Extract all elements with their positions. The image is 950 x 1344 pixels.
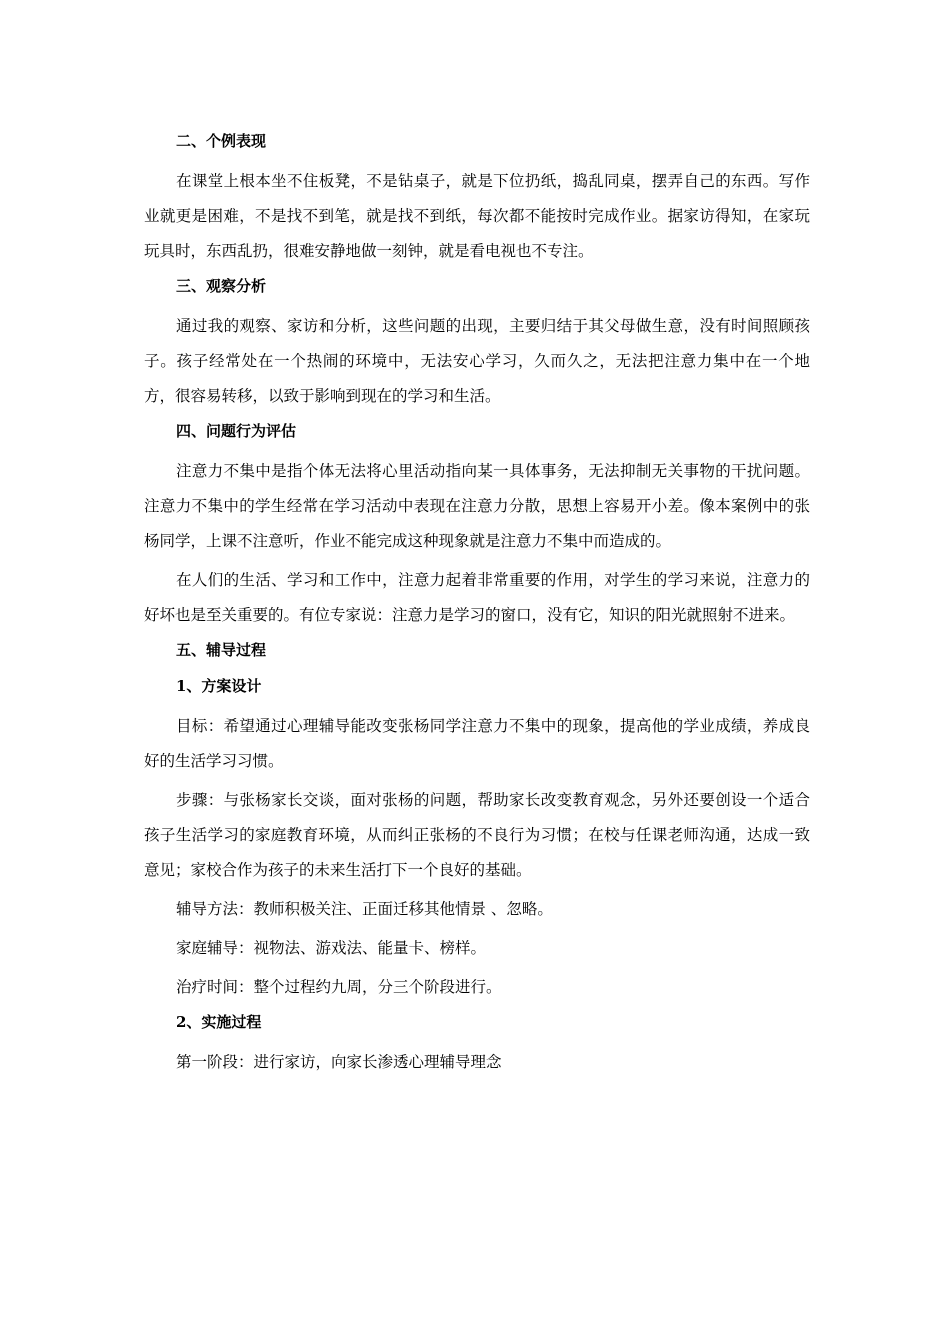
section-heading-counseling-process: 五、辅导过程 xyxy=(176,641,267,659)
line-family-counseling: 家庭辅导：视物法、游戏法、能量卡、榜样。 xyxy=(176,939,487,957)
paragraph-goal: 目标：希望通过心理辅导能改变张杨同学注意力不集中的现象，提高他的学业成绩，养成良好的生活学习习惯。 xyxy=(144,717,810,770)
line-stage-one: 第一阶段：进行家访，向家长渗透心理辅导理念 xyxy=(176,1053,502,1071)
paragraph-steps: 步骤：与张杨家长交谈，面对张杨的问题，帮助家长改变教育观念，另外还要创设一个适合孩子生活学习的家庭教育环境，从而纠正张杨的不良行为习惯；在校与任课老师沟通，达成一致意见；家校合作为孩子的未来生活打下一个良好的基础。 xyxy=(144,791,810,879)
subsection-heading-implementation: 2、实施过程 xyxy=(176,1013,262,1031)
section-heading-case-performance: 二、个例表现 xyxy=(176,132,267,150)
paragraph-assessment-definition: 注意力不集中是指个体无法将心里活动指向某一具体事务，无法抑制无关事物的干扰问题。注意力不集中的学生经常在学习活动中表现在注意力分散，思想上容易开小差。像本案例中的张杨同学，上课不注意听，作业不能完成这种现象就是注意力不集中而造成的。 xyxy=(144,462,810,550)
section-heading-behavior-assessment: 四、问题行为评估 xyxy=(176,422,297,440)
paragraph-case-performance: 在课堂上根本坐不住板凳，不是钻桌子，就是下位扔纸，捣乱同桌，摆弄自己的东西。写作业就更是困难，不是找不到笔，就是找不到纸，每次都不能按时完成作业。据家访得知，在家玩玩具时，东西乱扔，很难安静地做一刻钟，就是看电视也不专注。 xyxy=(144,172,810,260)
paragraph-observation-analysis: 通过我的观察、家访和分析，这些问题的出现，主要归结于其父母做生意，没有时间照顾孩子。孩子经常处在一个热闹的环境中，无法安心学习，久而久之，无法把注意力集中在一个地方，很容易转移，以致于影响到现在的学习和生活。 xyxy=(144,317,810,405)
section-heading-observation-analysis: 三、观察分析 xyxy=(176,277,267,295)
document-page xyxy=(144,128,810,1084)
subsection-heading-plan-design: 1、方案设计 xyxy=(176,677,262,695)
line-counseling-method: 辅导方法：教师积极关注、正面迁移其他情景 、忽略。 xyxy=(176,900,553,918)
paragraph-assessment-importance: 在人们的生活、学习和工作中，注意力起着非常重要的作用，对学生的学习来说，注意力的好坏也是至关重要的。有位专家说：注意力是学习的窗口，没有它，知识的阳光就照射不进来。 xyxy=(144,571,810,624)
line-treatment-time: 治疗时间：整个过程约九周，分三个阶段进行。 xyxy=(176,978,502,996)
